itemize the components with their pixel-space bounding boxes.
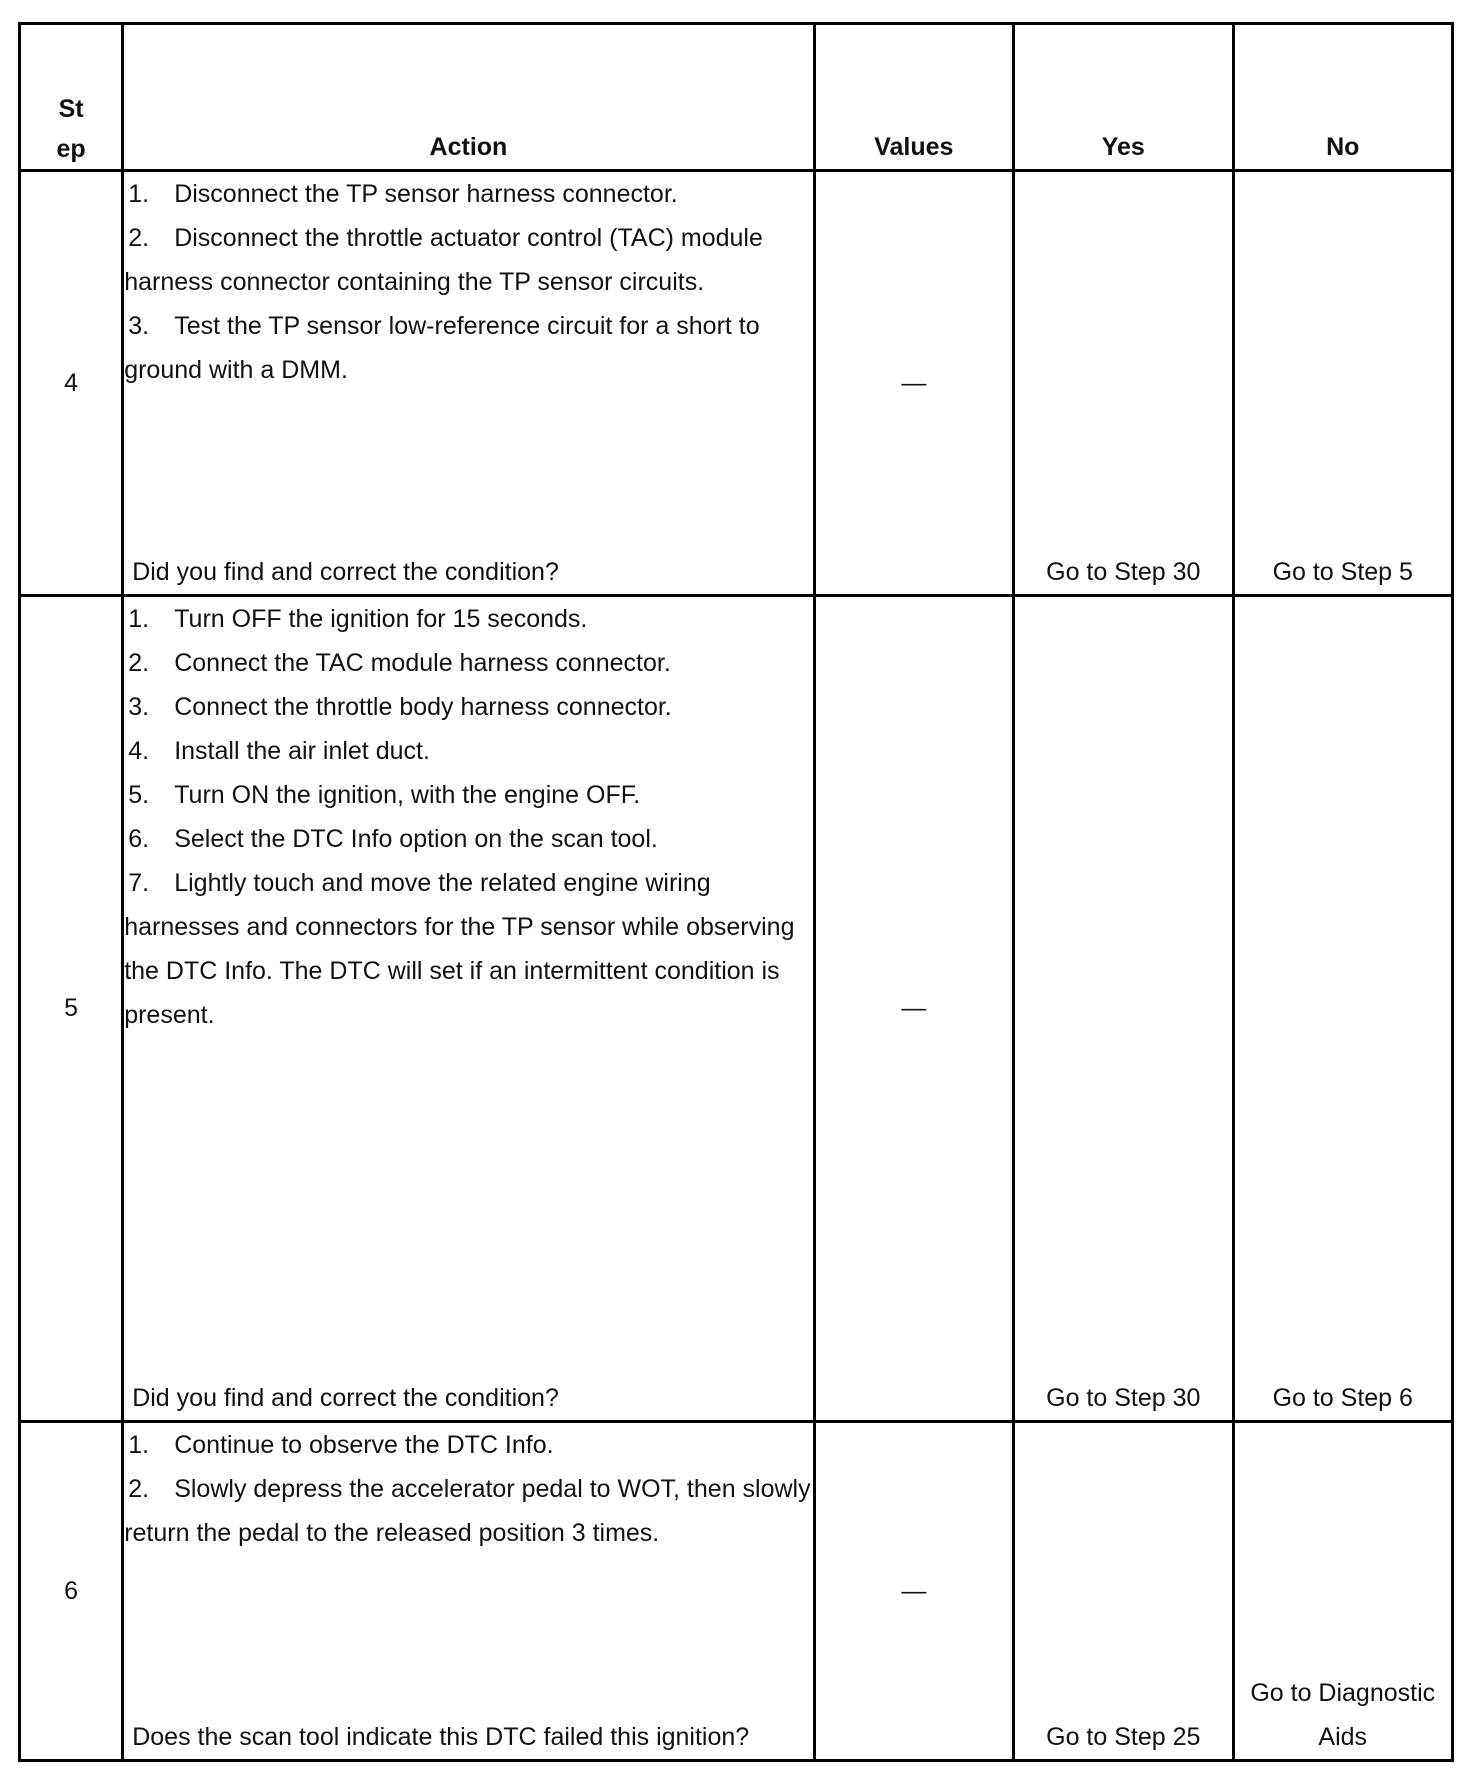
no-cell: Go to Step 6 (1233, 596, 1453, 1422)
header-action: Action (123, 24, 814, 171)
action-item: 3. Connect the throttle body harness connector. (128, 693, 672, 722)
values-cell: — (814, 1421, 1013, 1760)
action-item: 2. Slowly depress the accelerator pedal to WOT, then slowly return the pedal to the released position 3 times. (124, 1474, 811, 1547)
values-cell: — (814, 171, 1013, 596)
action-item: 1. Disconnect the TP sensor harness connector. (128, 180, 678, 208)
yes-cell: Go to Step 30 (1014, 596, 1233, 1422)
action-list (124, 172, 812, 392)
no-cell: Go to Diagnostic Aids (1233, 1421, 1453, 1760)
action-cell (123, 1421, 814, 1760)
action-item: 5. Turn ON the ignition, with the engine OFF. (128, 781, 641, 810)
action-item: 1. Continue to observe the DTC Info. (128, 1430, 554, 1459)
action-item: 7. Lightly touch and move the related engine wiring harnesses and connectors for the TP sensor while observing the DTC Info. The DTC will set if an intermittent condition is present. (124, 869, 795, 1030)
action-item: 3. Test the TP sensor low-reference circuit for a short to ground with a DMM. (124, 312, 760, 384)
yes-cell: Go to Step 30 (1014, 171, 1233, 596)
header-step-label: St ep (56, 95, 86, 163)
step-number: 5 (20, 596, 123, 1422)
diagnostic-table (18, 22, 1454, 1762)
no-cell: Go to Step 5 (1233, 171, 1453, 596)
yes-cell: Go to Step 25 (1014, 1421, 1233, 1760)
table-row (20, 596, 1453, 1422)
step-number: 4 (20, 171, 123, 596)
action-cell (123, 596, 814, 1422)
action-item: 4. Install the air inlet duct. (128, 737, 430, 766)
header-row (20, 24, 1453, 171)
action-item: 6. Select the DTC Info option on the scan tool. (128, 825, 658, 854)
step-number: 6 (20, 1421, 123, 1760)
table-row (20, 171, 1453, 596)
header-step (20, 24, 123, 171)
action-list (124, 1423, 812, 1555)
action-cell (123, 171, 814, 596)
values-cell: — (814, 596, 1013, 1422)
header-values: Values (814, 24, 1013, 171)
action-item: 1. Turn OFF the ignition for 15 seconds. (128, 605, 588, 634)
action-question: Did you find and correct the condition? (132, 1383, 559, 1412)
header-yes: Yes (1014, 24, 1233, 171)
action-question: Does the scan tool indicate this DTC failed this ignition? (132, 1723, 750, 1751)
header-no: No (1233, 24, 1453, 171)
action-list (124, 597, 812, 1037)
action-item: 2. Disconnect the throttle actuator control (TAC) module harness connector containing the TP sensor circuits. (124, 224, 763, 296)
action-question: Did you find and correct the condition? (132, 558, 559, 587)
action-item: 2. Connect the TAC module harness connector. (128, 649, 671, 678)
table-row (20, 1421, 1453, 1760)
